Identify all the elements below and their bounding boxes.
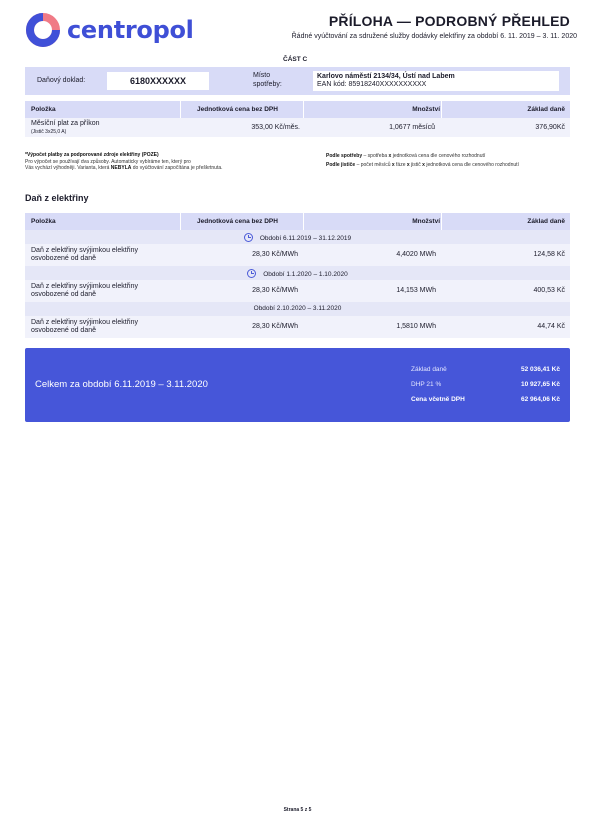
logo-ring-icon (25, 12, 61, 48)
calc-method-footnote (326, 152, 519, 170)
place-value (313, 71, 559, 91)
vat-label: DHP 21 % (411, 381, 442, 388)
row-item-line2: osvobozené od daně (31, 255, 96, 262)
base-label: Základ daně (411, 366, 447, 373)
period-row (25, 266, 570, 280)
grand-total-value: 62 964,06 Kč (520, 396, 560, 403)
poze-footnote-line1: Pro výpočet se používají dva způsoby. Automaticky vybíráme ten, který pro (25, 158, 191, 165)
row-unit-price: 28,30 Kč/MWh (252, 251, 298, 258)
row-base: 124,58 Kč (533, 251, 565, 258)
col-quantity: Množství (412, 106, 440, 113)
brand-name: centropol (67, 16, 194, 44)
page-title: PŘÍLOHA — PODROBNÝ PŘEHLED (328, 13, 570, 29)
row-quantity: 4,4020 MWh (396, 251, 436, 258)
row-base: 400,53 Kč (533, 287, 565, 294)
page-number: Strana 5 z 5 (283, 807, 312, 813)
place-ean: EAN kód: 85918240XXXXXXXXXX (317, 81, 427, 88)
row-item-line2: osvobozené od daně (31, 291, 96, 298)
poze-footnote (25, 152, 223, 172)
period-label: Období 2.10.2020 – 3.11.2020 (253, 305, 342, 312)
poze-footnote-line2: Vás vychází výhodněji. Varianta, která NEBYLA do vyúčtování započítána je přeškrtnuta. (25, 165, 223, 171)
clock-icon (247, 269, 256, 278)
row-unit-price: 28,30 Kč/MWh (252, 323, 298, 330)
col-base: Základ daně (527, 106, 565, 113)
vat-value: 10 927,65 Kč (520, 381, 560, 388)
row-quantity: 1,0677 měsíců (389, 124, 435, 131)
col-quantity: Množství (412, 218, 440, 225)
fee-table-header (25, 101, 570, 118)
place-label-line1: Místo (253, 72, 271, 79)
row-item-note: (Jistič 3x25,0 A) (31, 129, 67, 135)
period-row (25, 302, 570, 316)
tax-table (25, 213, 570, 338)
place-address: Karlovo náměstí 2134/34, Ústí nad Labem (317, 73, 455, 80)
row-item: Daň z elektřiny svýjimkou elektřiny (31, 319, 138, 326)
row-quantity: 14,153 MWh (396, 287, 436, 294)
total-summary (25, 348, 570, 422)
poze-footnote-title: *Výpočet platby za podporované zdroje elektřiny (POZE) (25, 152, 159, 158)
part-label: ČÁST C (283, 56, 308, 63)
calc-by-breaker: Podle jističe – počet měsíců x fáze x jistič x jednotková cena dle cenového rozhodnutí (326, 162, 519, 168)
grand-total-label: Cena včetně DPH (411, 396, 465, 403)
place-label-line2: spotřeby: (253, 81, 282, 88)
row-item: Daň z elektřiny svýjimkou elektřiny (31, 283, 138, 290)
row-unit-price: 353,00 Kč/měs. (251, 124, 300, 131)
period-row (25, 230, 570, 244)
row-quantity: 1,5810 MWh (396, 323, 436, 330)
page-subtitle: Řádné vyúčtování za sdružené služby dodávky elektřiny za období 6. 11. 2019 – 3. 11. 2020 (291, 33, 577, 40)
col-unit-price: Jednotková cena bez DPH (197, 218, 278, 225)
fee-table (25, 101, 570, 137)
col-unit-price: Jednotková cena bez DPH (197, 106, 278, 113)
total-label: Celkem za období 6.11.2019 – 3.11.2020 (35, 379, 208, 390)
row-base: 44,74 Kč (537, 323, 565, 330)
base-value: 52 036,41 Kč (520, 366, 560, 373)
col-base: Základ daně (527, 218, 565, 225)
place-label (253, 71, 282, 89)
calc-by-consumption: Podle spotřeby – spotřeba x jednotková cena dle cenového rozhodnutí (326, 153, 486, 159)
table-row (25, 118, 570, 137)
row-item-line2: osvobozené od daně (31, 327, 96, 334)
section-title: Daň z elektřiny (25, 193, 89, 203)
table-row (25, 244, 570, 266)
centropol-logo (25, 12, 194, 48)
period-label: Období 1.1.2020 – 1.10.2020 (263, 271, 348, 278)
tax-doc-value: 6180XXXXXX (107, 72, 209, 90)
tax-table-header (25, 213, 570, 230)
period-label: Období 6.11.2019 – 31.12.2019 (259, 235, 352, 242)
col-item: Položka (31, 106, 56, 113)
row-item: Daň z elektřiny svýjimkou elektřiny (31, 247, 138, 254)
table-row (25, 316, 570, 338)
row-base: 376,90Kč (535, 124, 565, 131)
document-info-bar (25, 67, 570, 95)
clock-icon (244, 233, 253, 242)
tax-doc-label: Daňový doklad: (37, 77, 86, 84)
col-item: Položka (31, 218, 56, 225)
row-item: Měsíční plat za příkon (31, 120, 100, 127)
table-row (25, 280, 570, 302)
row-unit-price: 28,30 Kč/MWh (252, 287, 298, 294)
